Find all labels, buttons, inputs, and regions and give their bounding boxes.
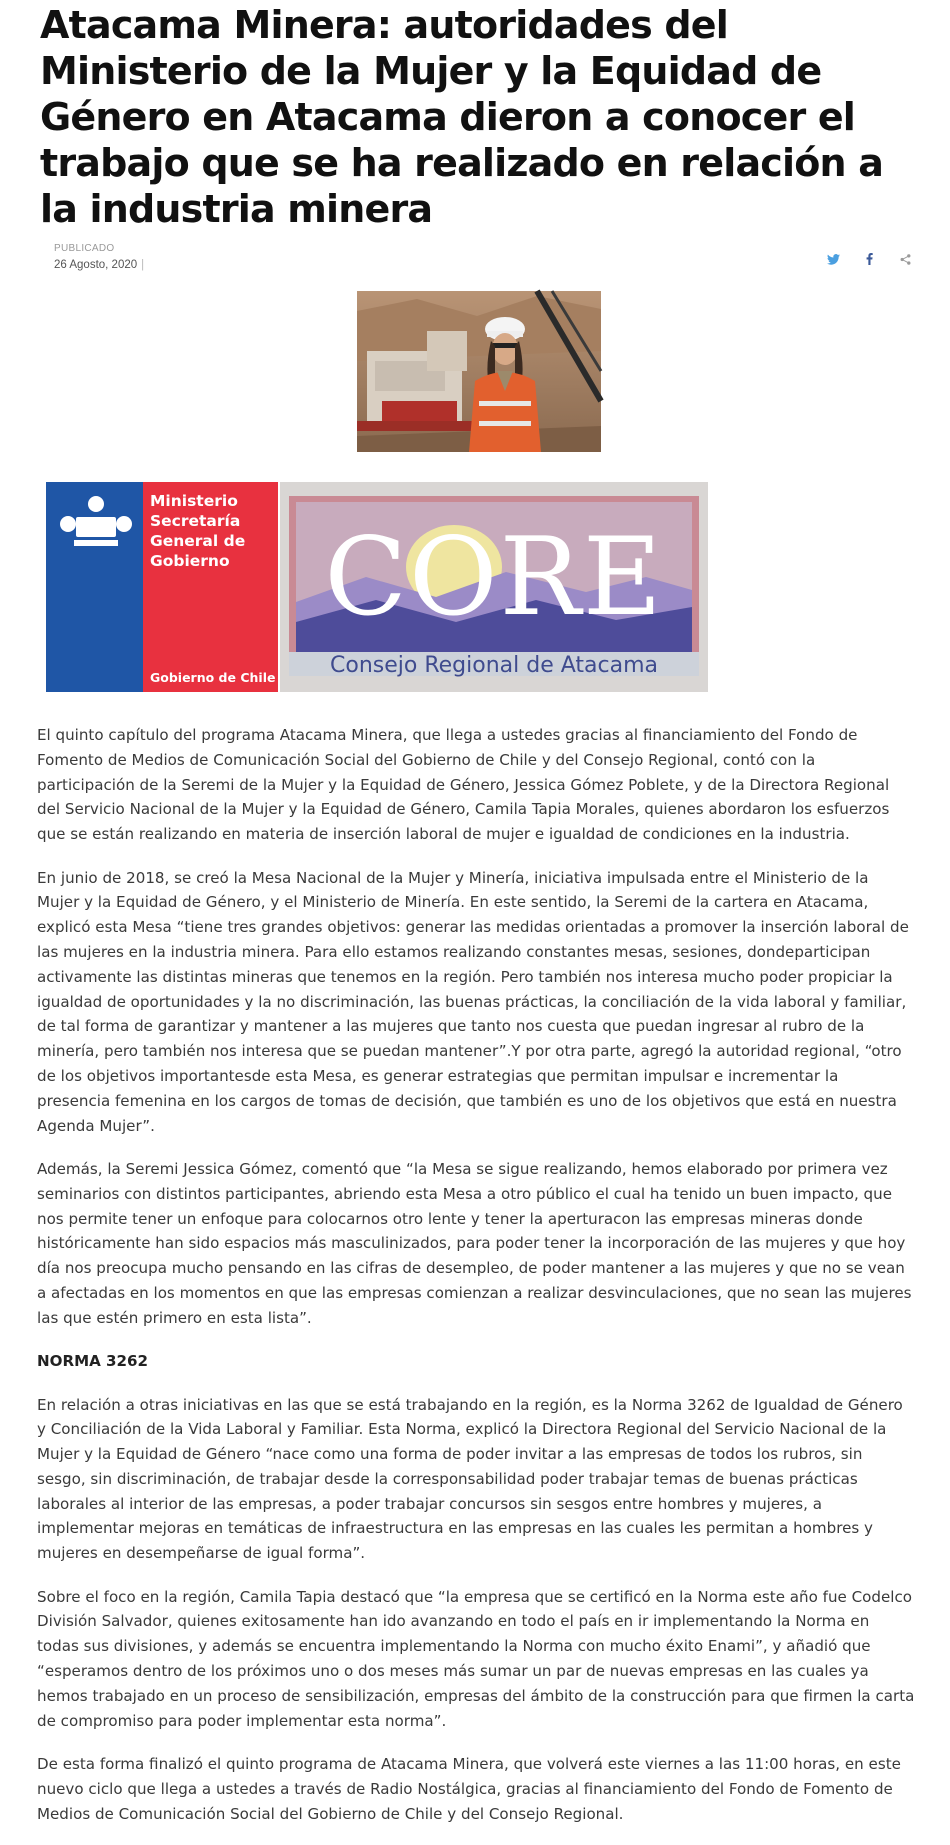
twitter-icon [827, 254, 840, 265]
core-wordmark: CORE [324, 515, 664, 640]
gobierno-de-chile-label: Gobierno de Chile [150, 670, 276, 685]
ministerio-line4: Gobierno [150, 552, 230, 570]
facebook-share-button[interactable] [851, 250, 887, 268]
published-date-row [54, 257, 144, 273]
paragraph-1: El quinto capítulo del programa Atacama Minera, que llega a ustedes gracias al financiamiento del Fondo de Fomento de Medios de Comunicación Social del Gobierno de Chile y del Consejo Regional, contó con la participación de la Seremi de la Mujer y la Equidad de Género, Jessica Gómez Poblete, y de la Directora Regional del Servicio Nacional de la Mujer y la Equidad de Género, Camila Tapia Morales, quienes abordaron los esfuerzos que se están realizando en materia de inserción laboral de mujer e igualdad de condiciones en la industria. [37, 726, 890, 844]
article-body [37, 723, 915, 1845]
article-title: Atacama Minera: autoridades del Ministerio de la Mujer y la Equidad de Género en Atacama dieron a conocer el trabajo que se ha realizado en relación a la industria minera [40, 3, 884, 231]
publish-meta [54, 243, 144, 273]
ministerio-line3: General de [150, 532, 246, 550]
ministerio-logo [46, 482, 278, 692]
logos-banner [46, 482, 708, 692]
core-logo [280, 482, 708, 692]
published-label: PUBLICADO [54, 243, 115, 254]
date-separator: | [141, 259, 145, 271]
paragraph-4: En relación a otras iniciativas en las que se está trabajando en la región, es la Norma 3262 de Igualdad de Género y Conciliación de la Vida Laboral y Familiar. Esta Norma, explicó la Directora Regional del Servicio Nacional de la Mujer y la Equidad de Género “nace como una forma de poder invitar a las empresas de todos los rubros, sin sesgo, sin discriminación, de trabajar desde la corresponsabilidad poder trabajar temas de buenas prácticas laborales al interior de las empresas, a poder trabajar concursos sin sesgos entre hombres y mujeres, a implementar mejoras en temáticas de infraestructura en las empresas en las cuales les permitan a hombres y mujeres en desempeñarse de igual forma”. [37, 1395, 903, 1563]
published-date: 26 Agosto, 2020 [54, 259, 138, 271]
paragraph-2: En junio de 2018, se creó la Mesa Nacional de la Mujer y Minería, iniciativa impulsada entre el Ministerio de la Mujer y la Equidad de Género, y el Ministerio de Minería. En este sentido, la Seremi de la cartera en Atacama, explicó esta Mesa “tiene tres grandes objetivos: generar las medidas orientadas a promover la inserción laboral de las mujeres en la industria minera. Para ello estamos realizando constantes mesas, sesiones, dondeparticipan activamente las distintas mineras que tenemos en la región. Pero también nos interesa mucho poder propiciar la igualdad de oportunidades y la no discriminación, las buenas prácticas, la conciliación de la vida laboral y familiar, de tal forma de garantizar y mantener a las mujeres que tanto nos cuesta que puedan ingresar al rubro de la minería, pero también nos interesa que se puedan mantener”.Y por otra parte, agregó la autoridad regional, “otro de los objetivos importantesde esta Mesa, es generar estrategias que permitan impulsar e incrementar la presencia femenina en los cargos de tomas de decisión, que también es uno de los objetivos que está en nuestra Agenda Mujer”. [37, 868, 909, 1135]
share-icon [900, 254, 911, 265]
paragraph-3: Además, la Seremi Jessica Gómez, comentó que “la Mesa se sigue realizando, hemos elaborado por primera vez seminarios con distintos participantes, abriendo esta Mesa a otro público el cual ha tenido un buen impacto, que nos permite tener un enfoque para colocarnos otro lente y tener la aperturacon las empresas mineras donde históricamente han sido espacios más masculinizados, para poder tener la incorporación de las mujeres y que hoy día nos preocupa mucho pensando en las cifras de desempleo, de poder mantener a las mujeres y que no se vean a afectadas en los momentos en que las empresas comienzan a realizar desvinculaciones, que no sean las mujeres las que estén primero en esta lista”. [37, 1159, 912, 1327]
paragraph-5: Sobre el foco en la región, Camila Tapia destacó que “la empresa que se certificó en la Norma este año fue Codelco División Salvador, quienes exitosamente han ido avanzando en todo el país en ir implementando la Norma en todas sus divisiones, y además se encuentra implementando la Norma con mucho éxito Enami”, y añadió que “esperamos dentro de los próximos uno o dos meses más sumar un par de nuevas empresas en las cuales ya hemos trabajado en un proceso de sensibilización, empresas del ámbito de la construcción para que firmen la carta de compromiso para poder implementar esta norma”. [37, 1587, 915, 1730]
twitter-share-button[interactable] [815, 250, 851, 268]
ministerio-line2: Secretaría [150, 512, 241, 530]
ministerio-line1: Ministerio [150, 492, 238, 510]
article-photo [357, 291, 601, 452]
mining-worker-photo [357, 291, 601, 452]
share-buttons [815, 250, 923, 268]
share-button[interactable] [887, 250, 923, 268]
paragraph-6: De esta forma finalizó el quinto programa de Atacama Minera, que volverá este viernes a las 11:00 horas, en este nuevo ciclo que llega a ustedes a través de Radio Nostálgica, gracias al financiamiento del Fondo de Fomento de Medios de Comunicación Social del Gobierno de Chile y del Consejo Regional. [37, 1755, 901, 1823]
section-heading: NORMA 3262 [37, 1352, 149, 1371]
core-caption: Consejo Regional de Atacama [330, 653, 658, 678]
facebook-icon [866, 253, 873, 265]
